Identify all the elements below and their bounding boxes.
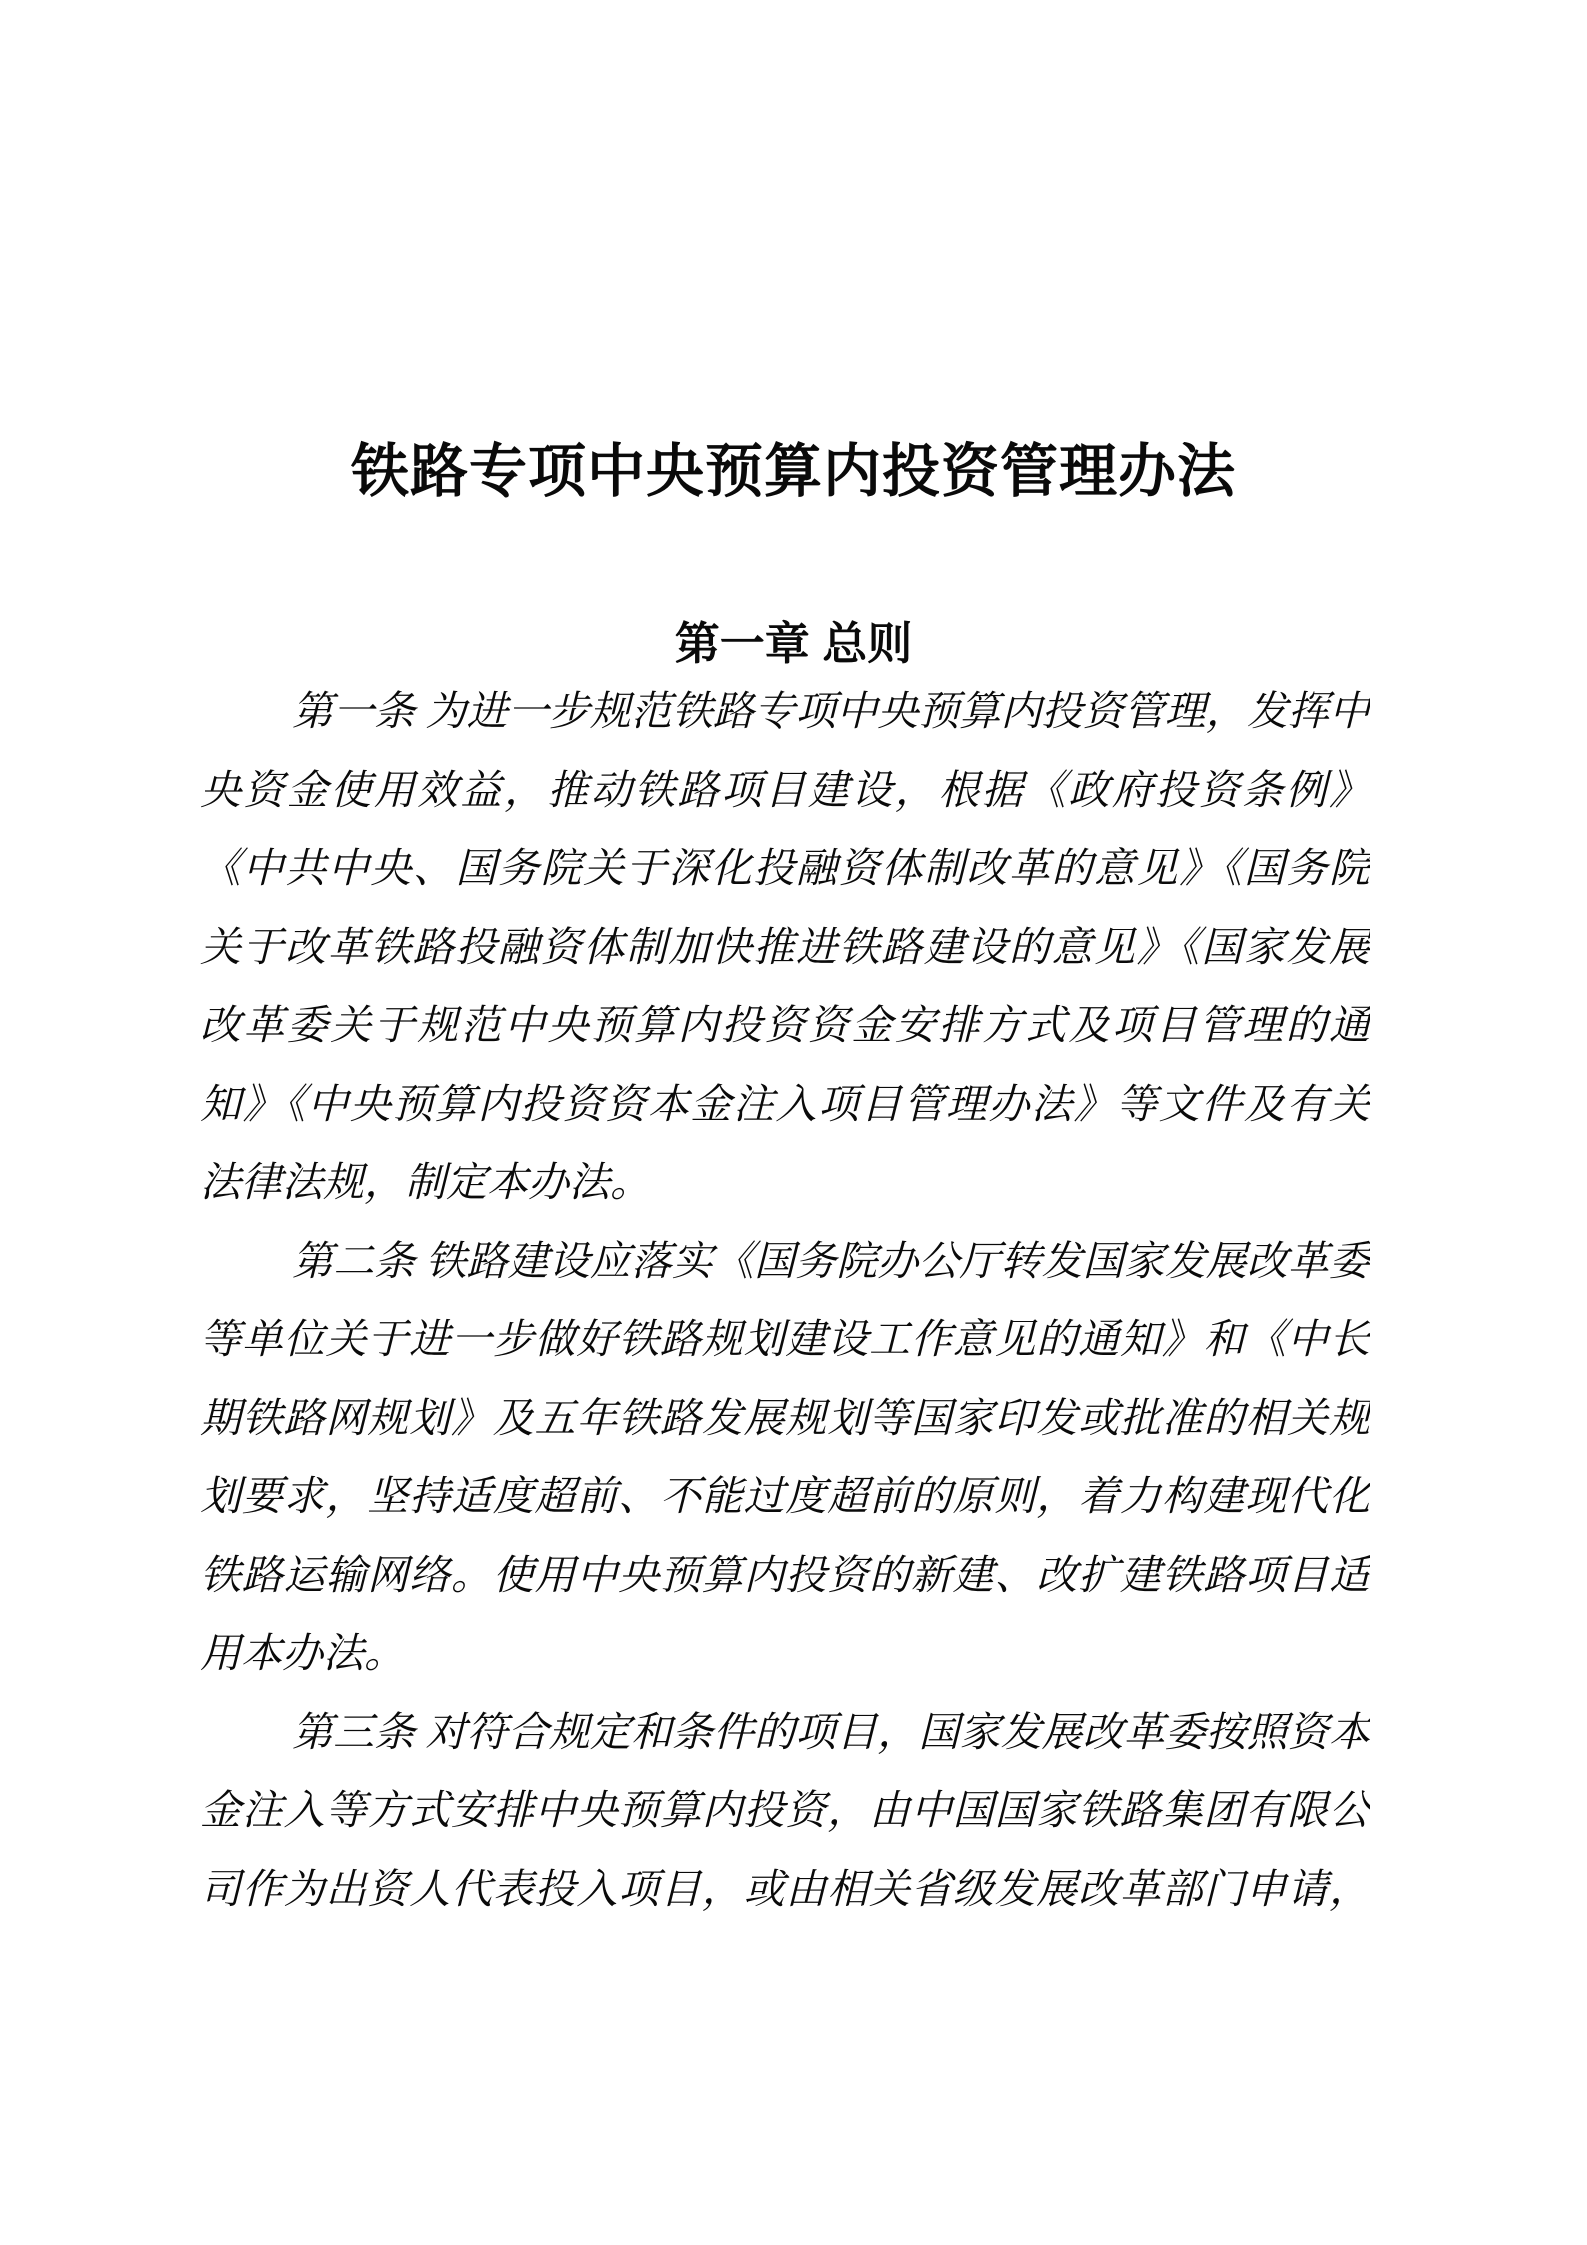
body-line: 等单位关于进一步做好铁路规划建设工作意见的通知》和《中长 [200,1316,1370,1362]
body-line: 用本办法。 [200,1630,405,1676]
body-line: 改革委关于规范中央预算内投资资金安排方式及项目管理的通 [200,1002,1370,1048]
body-line: 金注入等方式安排中央预算内投资，由中国国家铁路集团有限公 [200,1787,1370,1833]
body-line: 第一条 为进一步规范铁路专项中央预算内投资管理，发挥中 [292,688,1370,734]
body-line: 央资金使用效益，推动铁路项目建设，根据《政府投资条例》 [200,766,1370,813]
body-line: 铁路运输网络。使用中央预算内投资的新建、改扩建铁路项目适 [200,1551,1370,1598]
body-line: 划要求，坚持适度超前、不能过度超前的原则，着力构建现代化 [200,1473,1370,1519]
body-line: 《中共中央、国务院关于深化投融资体制改革的意见》《国务院 [200,845,1370,891]
body-line: 第三条 对符合规定和条件的项目，国家发展改革委按照资本 [292,1708,1370,1755]
chapter-heading: 第一章 总则 [674,618,913,669]
document-body [200,672,1370,1928]
body-line: 期铁路网规划》及五年铁路发展规划等国家印发或批准的相关规 [200,1394,1370,1441]
body-line: 司作为出资人代表投入项目，或由相关省级发展改革部门申请， [200,1865,1370,1912]
body-line: 第二条 铁路建设应落实《国务院办公厅转发国家发展改革委 [292,1237,1370,1284]
body-line: 法律法规，制定本办法。 [200,1159,651,1205]
body-line: 关于改革铁路投融资体制加快推进铁路建设的意见》《国家发展 [200,923,1370,970]
document-title: 铁路专项中央预算内投资管理办法 [350,439,1236,504]
body-line: 知》《中央预算内投资资本金注入项目管理办法》等文件及有关 [200,1080,1370,1127]
